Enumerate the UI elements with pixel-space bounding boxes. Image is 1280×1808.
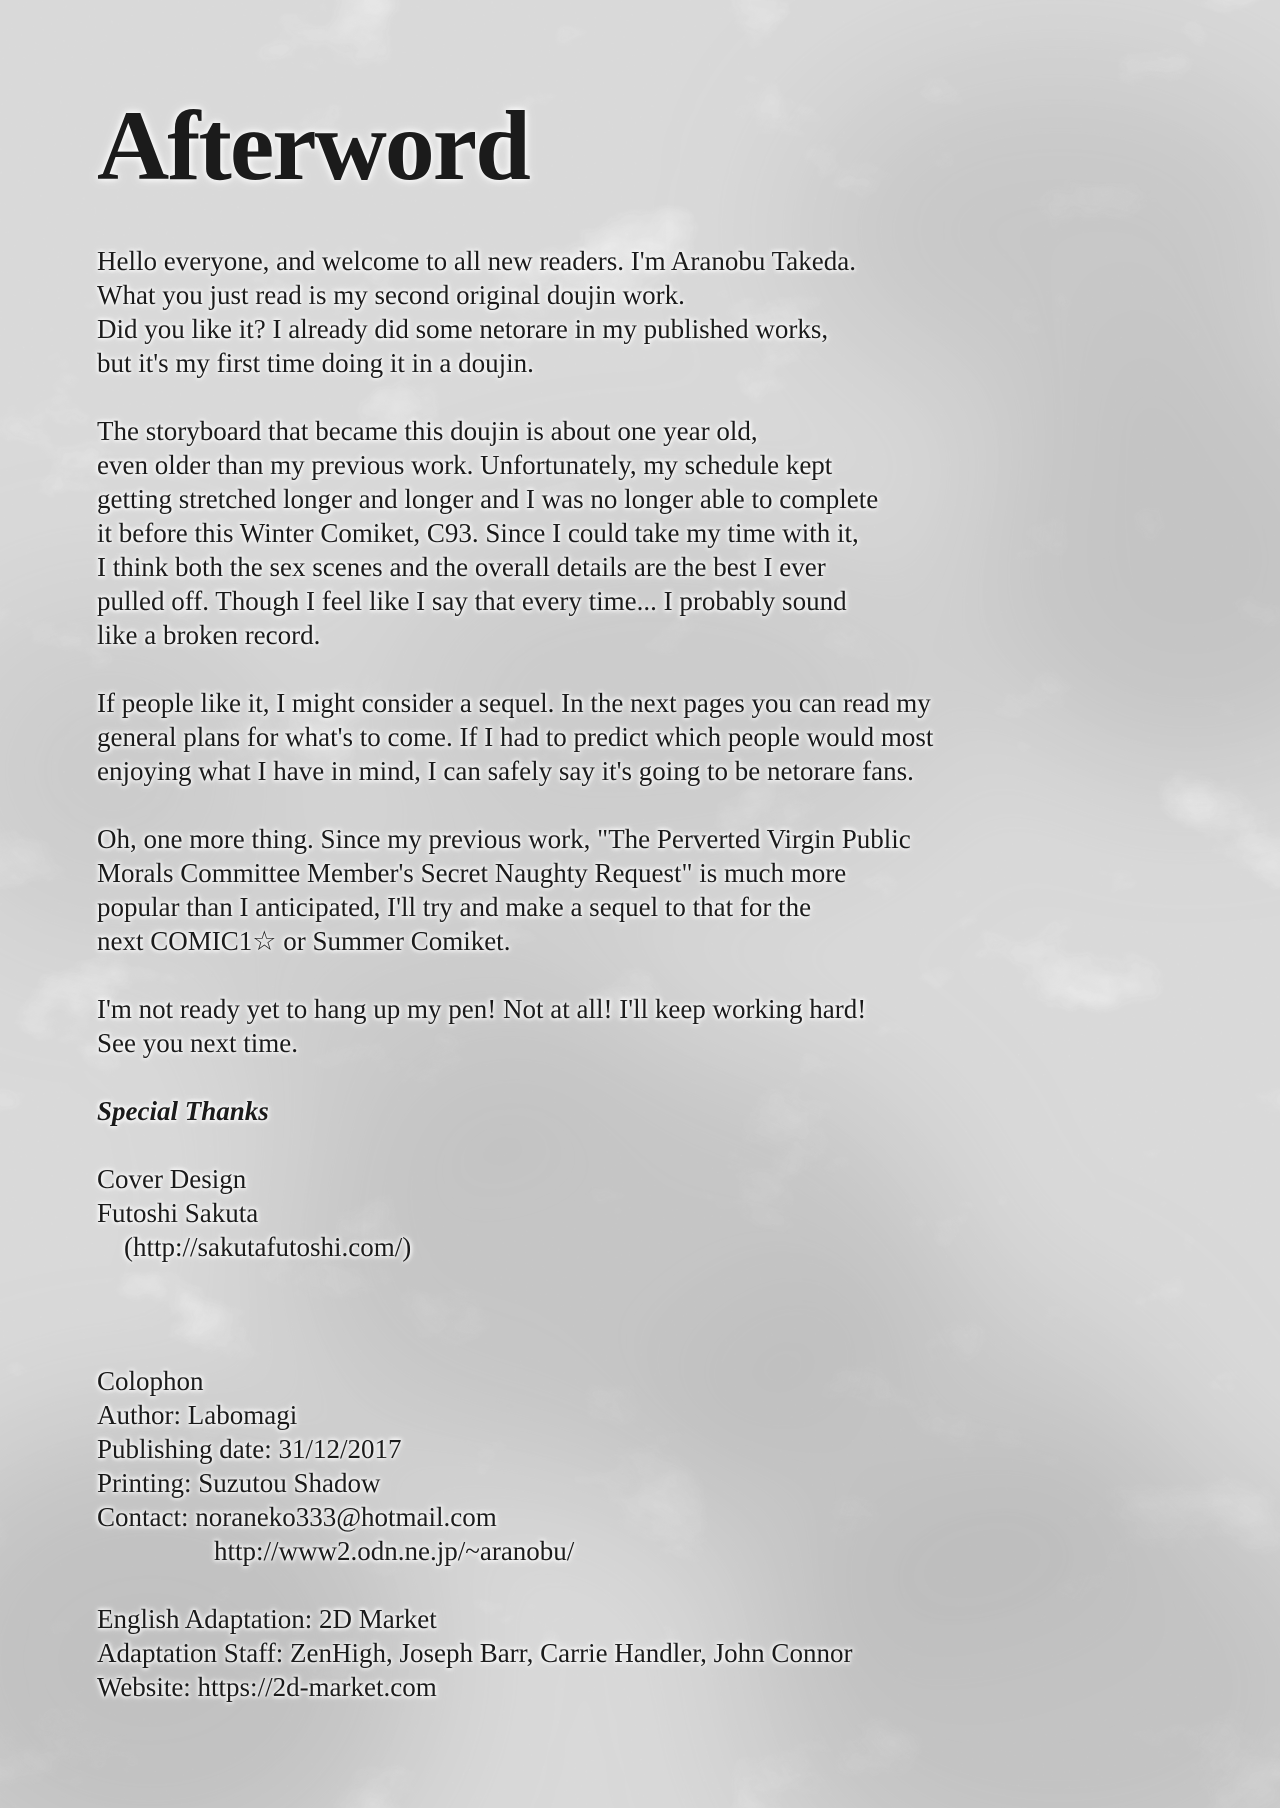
cover-designer-name: Futoshi Sakuta [97,1198,259,1228]
body-line: but it's my first time doing it in a doujin. [97,348,534,378]
paragraph-previous-work [97,822,1230,958]
cover-design-credits [97,1162,1230,1264]
body-line: it before this Winter Comiket, C93. Since I could take my time with it, [97,518,859,548]
paragraph-storyboard [97,414,1230,652]
english-adaptation-section [97,1602,1230,1704]
colophon-contact-email: Contact: noraneko333@hotmail.com [97,1502,497,1532]
colophon-printing: Printing: Suzutou Shadow [97,1468,381,1498]
body-line: general plans for what's to come. If I had to predict which people would most [97,722,934,752]
body-line: enjoying what I have in mind, I can safely say it's going to be netorare fans. [97,756,914,786]
body-line: If people like it, I might consider a sequel. In the next pages you can read my [97,688,931,718]
cover-design-label: Cover Design [97,1164,247,1194]
paragraph-sequel [97,686,1230,788]
body-line: even older than my previous work. Unfortunately, my schedule kept [97,450,833,480]
colophon-publishing-date: Publishing date: 31/12/2017 [97,1434,402,1464]
cover-designer-url: (http://sakutafutoshi.com/) [124,1232,412,1262]
body-line: Did you like it? I already did some netorare in my published works, [97,314,829,344]
body-line: Oh, one more thing. Since my previous work, "The Perverted Virgin Public [97,824,911,854]
adaptation-website: Website: https://2d-market.com [97,1672,437,1702]
colophon-contact-url: http://www2.odn.ne.jp/~aranobu/ [214,1536,575,1566]
adaptation-publisher: English Adaptation: 2D Market [97,1604,437,1634]
body-line: What you just read is my second original doujin work. [97,280,685,310]
colophon-author: Author: Labomagi [97,1400,298,1430]
body-line: pulled off. Though I feel like I say that every time... I probably sound [97,586,847,616]
page-title: Afterword [97,90,529,201]
body-line: getting stretched longer and longer and I was no longer able to complete [97,484,879,514]
special-thanks-heading: Special Thanks [97,1096,269,1126]
body-line: I think both the sex scenes and the overall details are the best I ever [97,552,826,582]
body-line: next COMIC1☆ or Summer Comiket. [97,926,511,956]
body-line: See you next time. [97,1028,298,1058]
body-line: The storyboard that became this doujin is about one year old, [97,416,758,446]
colophon-section [97,1364,1230,1568]
body-line: Morals Committee Member's Secret Naughty Request" is much more [97,858,847,888]
special-thanks-section [97,1094,1230,1128]
paragraph-intro [97,244,1230,380]
body-line: like a broken record. [97,620,321,650]
body-line: I'm not ready yet to hang up my pen! Not at all! I'll keep working hard! [97,994,867,1024]
adaptation-staff: Adaptation Staff: ZenHigh, Joseph Barr, Carrie Handler, John Connor [97,1638,853,1668]
paragraph-closing [97,992,1230,1060]
body-line: popular than I anticipated, I'll try and make a sequel to that for the [97,892,812,922]
body-line: Hello everyone, and welcome to all new readers. I'm Aranobu Takeda. [97,246,856,276]
colophon-heading: Colophon [97,1366,204,1396]
